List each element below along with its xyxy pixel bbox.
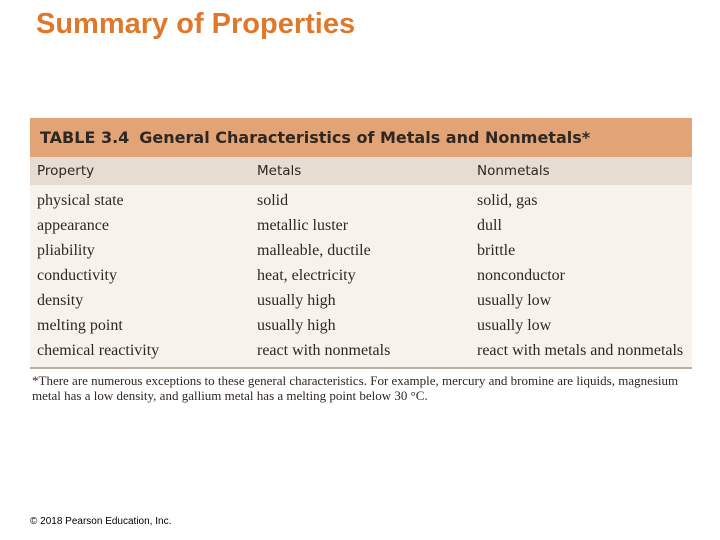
table-header-bar [30,118,692,157]
cell-property: chemical reactivity [37,342,160,359]
table-label: TABLE 3.4 [40,128,130,147]
copyright-notice: © 2018 Pearson Education, Inc. [30,516,172,527]
properties-table [30,118,692,403]
cell-nonmetals: dull [477,217,502,234]
table-footnote: *There are numerous exceptions to these general characteristics. For example, mercury and bromine are liquids, magnesium metal has a low density, and gallium metal has a melting point below 30 °C. [32,373,679,403]
column-header-metals: Metals [257,163,302,179]
cell-property: conductivity [37,267,117,284]
column-header-row [30,157,692,185]
cell-nonmetals: solid, gas [477,192,538,209]
cell-metals: react with nonmetals [257,342,391,359]
cell-property: pliability [37,242,95,259]
cell-property: density [37,292,84,309]
column-header-nonmetals: Nonmetals [477,163,550,179]
table-row [30,185,692,213]
cell-nonmetals: usually low [477,292,552,309]
table-caption: General Characteristics of Metals and Nonmetals* [139,128,591,147]
table-row [30,238,692,263]
cell-nonmetals: nonconductor [477,267,565,284]
cell-nonmetals: brittle [477,242,516,259]
table-row [30,263,692,288]
cell-property: melting point [37,317,123,334]
cell-metals: usually high [257,317,336,334]
column-header-property: Property [37,163,95,179]
cell-metals: solid [257,192,289,209]
slide-title: Summary of Properties [36,8,356,40]
cell-nonmetals: usually low [477,317,552,334]
table-row [30,288,692,313]
cell-metals: malleable, ductile [257,242,371,259]
table-row [30,213,692,238]
cell-property: physical state [37,192,124,209]
cell-metals: usually high [257,292,336,309]
cell-nonmetals: react with metals and nonmetals [477,342,684,359]
cell-metals: metallic luster [257,217,349,234]
table-row [30,313,692,338]
table-body [30,185,692,369]
cell-metals: heat, electricity [257,267,356,284]
cell-property: appearance [37,217,109,234]
table-row [30,338,692,367]
